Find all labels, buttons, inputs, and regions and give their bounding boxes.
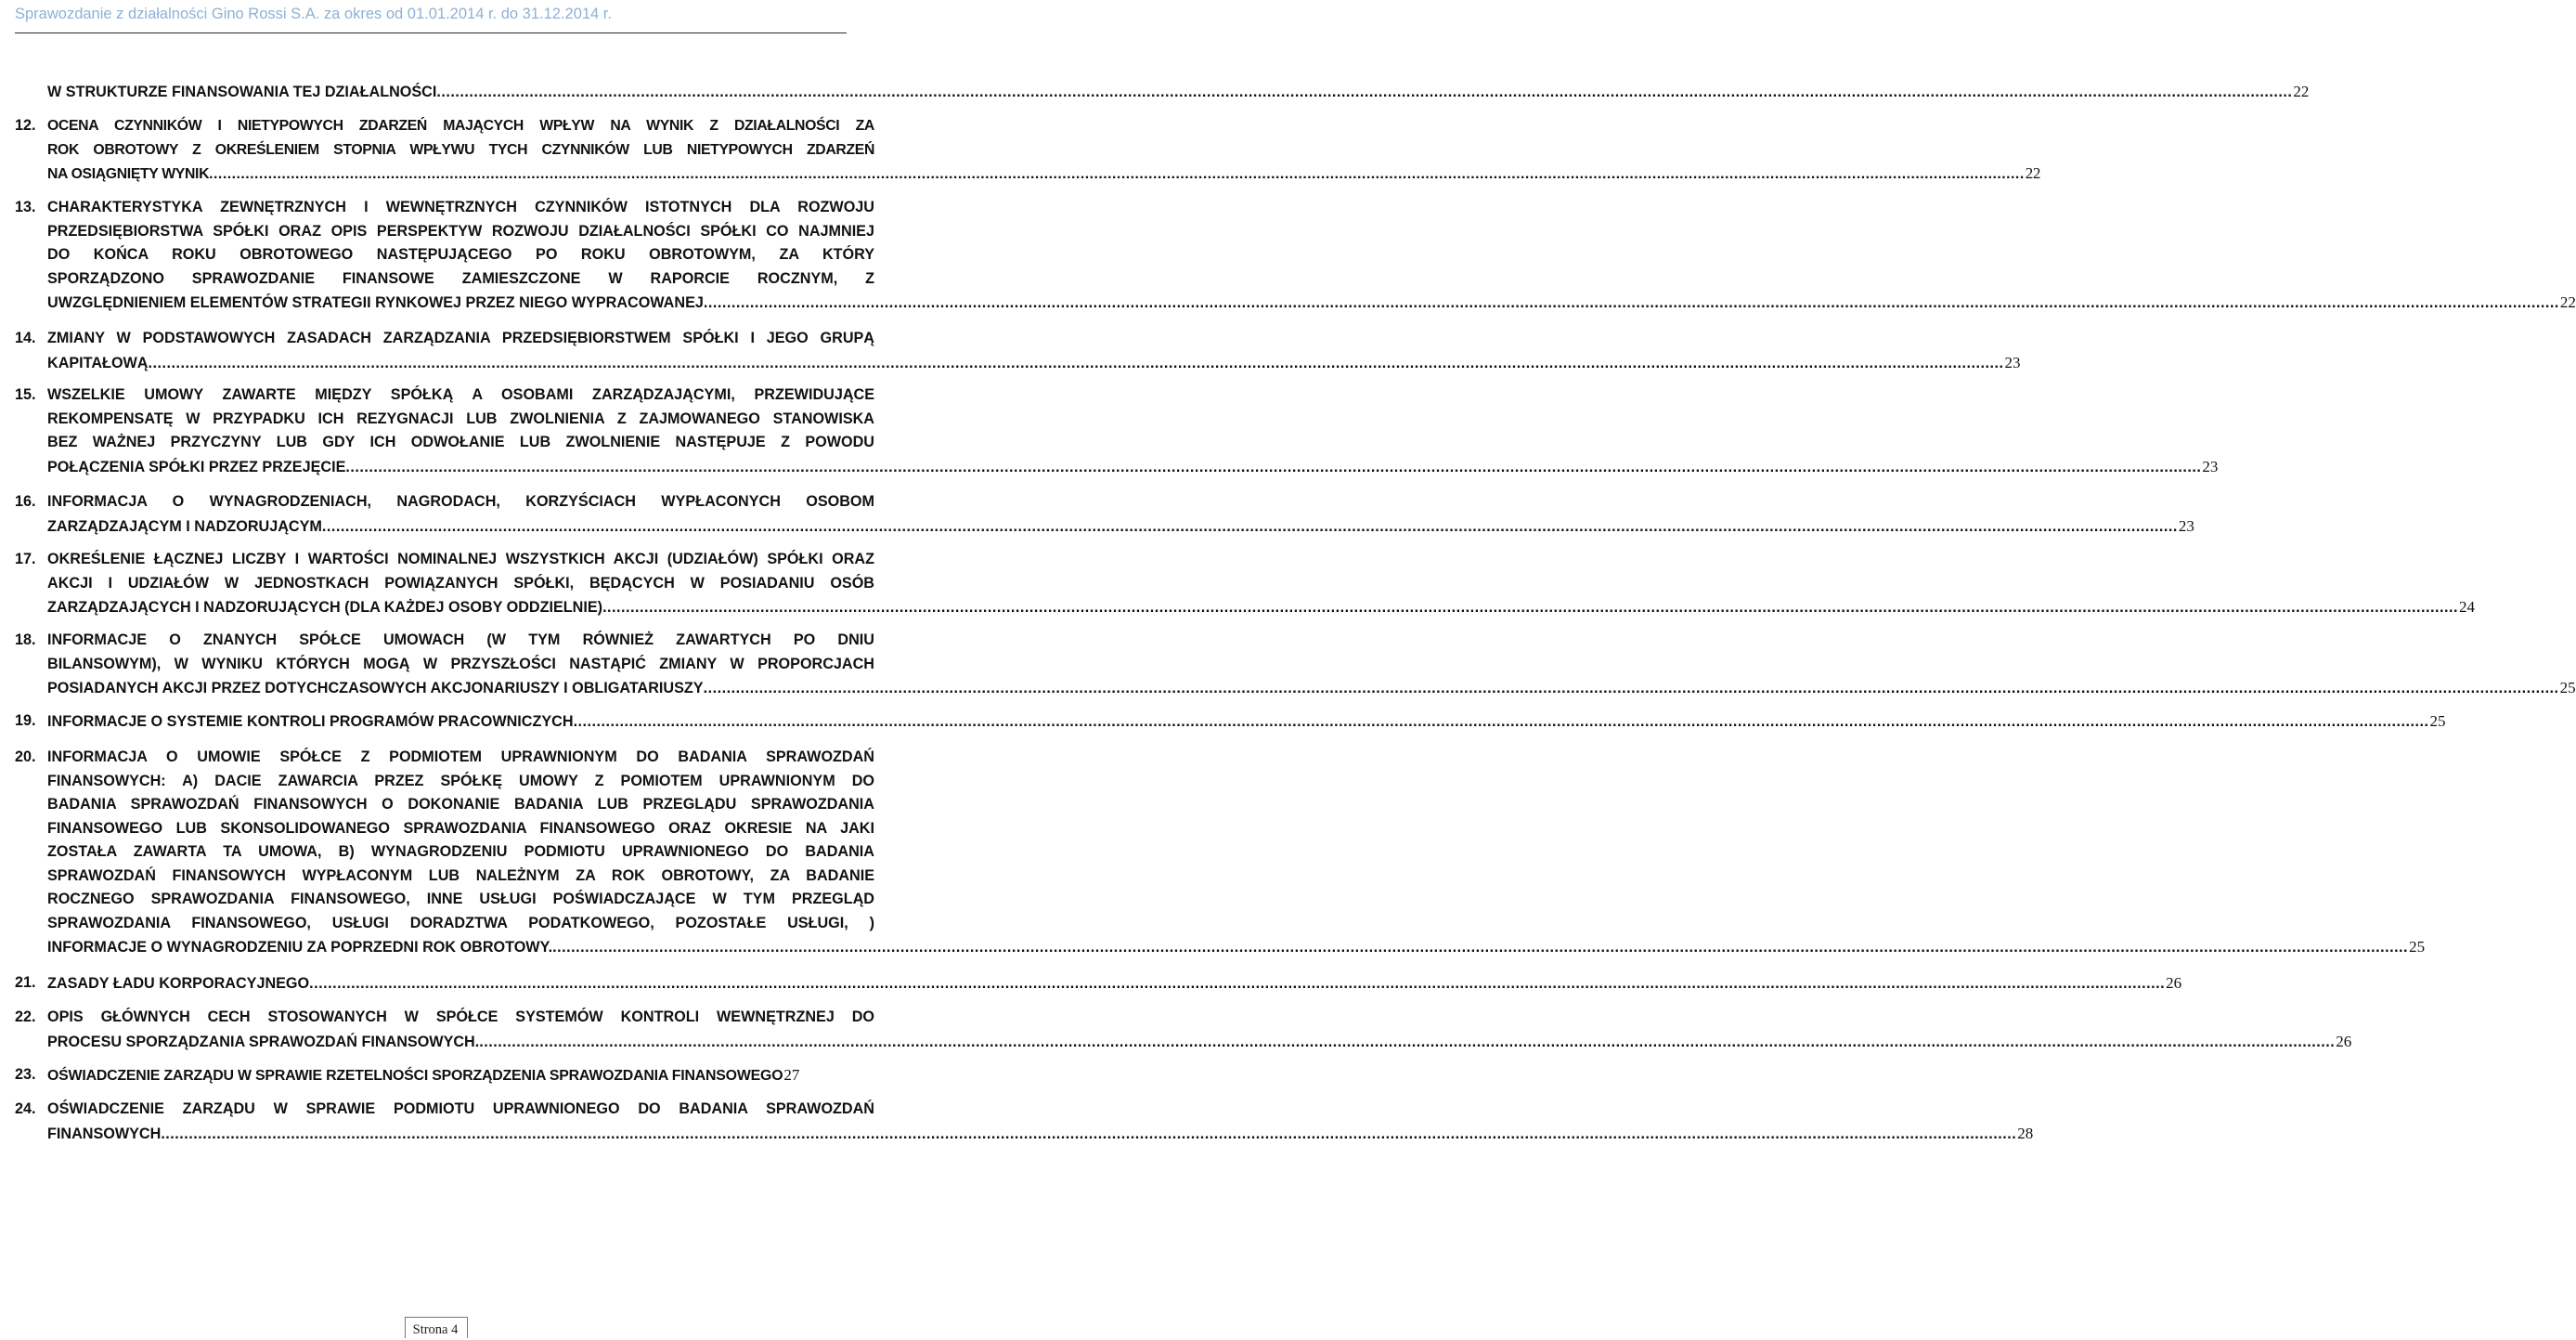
toc-page-number: 22 (2559, 293, 2576, 311)
dot-leader: ................................................................................................................................................................................................................................................................................................................................................................................................................ (479, 1033, 2336, 1050)
toc-entry-last-line (47, 514, 2194, 540)
toc-entry-line: OŚWIADCZENIE ZARZĄDU W SPRAWIE PODMIOTU UPRAWNIONEGO DO BADANIA SPRAWOZDAŃ (47, 1100, 874, 1117)
toc-entry-last-line (47, 595, 2476, 620)
toc-entry-line: INFORMACJE O ZNANYCH SPÓŁCE UMOWACH (W TYM RÓWNIEŻ ZAWARTYCH PO DNIU (47, 631, 874, 648)
toc-entry-last-line (47, 1063, 874, 1088)
toc-entry-last-line (47, 1122, 2034, 1147)
dot-leader: ................................................................................................................................................................................................................................................................................................................................................................................................................ (602, 599, 2459, 616)
toc-entry-title-end: ZARZĄDZAJĄCYM I NADZORUJĄCYM (47, 517, 322, 535)
toc-entry-title-end: ZARZĄDZAJĄCYCH I NADZORUJĄCYCH (DLA KAŻDEJ OSOBY ODDZIELNIE) (47, 599, 603, 616)
toc-entry-line: PRZEDSIĘBIORSTWA SPÓŁKI ORAZ OPIS PERSPEKTYW ROZWOJU DZIAŁALNOŚCI SPÓŁKI CO NAJMNIEJ (47, 222, 874, 240)
toc-entry-line: REKOMPENSATĘ W PRZYPADKU ICH REZYGNACJI LUB ZWOLNIENIA Z ZAJMOWANEGO STANOWISKA (47, 410, 874, 427)
dot-leader: ................................................................................................................................................................................................................................................................................................................................................................................................................ (436, 84, 2293, 100)
toc-entry-number: 18. (15, 631, 36, 648)
toc-entry-number: 21. (15, 974, 36, 991)
toc-page-number: 28 (2017, 1124, 2034, 1142)
toc-entry-line: SPRAWOZDAŃ FINANSOWYCH WYPŁACONYM LUB NALEŻNYM ZA ROK OBROTOWY, ZA BADANIE (47, 866, 874, 884)
toc-page-number: 23 (2202, 457, 2219, 475)
dot-leader: ................................................................................................................................................................................................................................................................................................................................................................................................................ (309, 975, 2166, 992)
toc-entry-line: OPIS GŁÓWNYCH CECH STOSOWANYCH W SPÓŁCE SYSTEMÓW KONTROLI WEWNĘTRZNEJ DO (47, 1008, 874, 1025)
toc-entry-number: 16. (15, 493, 36, 510)
dot-leader: ................................................................................................................................................................................................................................................................................................................................................................................................................ (321, 517, 2178, 535)
toc-entry-last-line (47, 162, 2041, 187)
toc-entry-line: ROK OBROTOWY Z OKREŚLENIEM STOPNIA WPŁYWU TYCH CZYNNIKÓW LUB NIETYPOWYCH ZDARZEŃ (47, 141, 874, 158)
toc-entry-title-end: FINANSOWYCH (47, 1125, 162, 1142)
toc-entry-last-line (47, 351, 2021, 376)
toc-entry-line: INFORMACJA O WYNAGRODZENIACH, NAGRODACH, KORZYŚCIACH WYPŁACONYCH OSOBOM (47, 493, 874, 510)
toc-page-number: 22 (2025, 164, 2041, 182)
toc-entry-title-end: NA OSIĄGNIĘTY WYNIK (47, 166, 210, 182)
toc-entry-title-end: KAPITAŁOWĄ (47, 354, 149, 371)
toc-entry-line: BADANIA SPRAWOZDAŃ FINANSOWYCH O DOKONANIE BADANIA LUB PRZEGLĄDU SPRAWOZDANIA (47, 796, 874, 813)
toc-entry-title-end: POSIADANYCH AKCJI PRZEZ DOTYCHCZASOWYCH AKCJONARIUSZY I OBLIGATARIUSZY (47, 680, 704, 696)
toc-entry-line: OKREŚLENIE ŁĄCZNEJ LICZBY I WARTOŚCI NOMINALNEJ WSZYSTKICH AKCJI (UDZIAŁÓW) SPÓŁKI ORAZ (47, 551, 874, 567)
toc-entry-line: ZOSTAŁA ZAWARTA TA UMOWA, B) WYNAGRODZENIU PODMIOTU UPRAWNIONEGO DO BADANIA (47, 843, 874, 860)
toc-entry-title-end: UWZGLĘDNIENIEM ELEMENTÓW STRATEGII RYNKOWEJ PRZEZ NIEGO WYPRACOWANEJ (47, 294, 704, 311)
toc-page-number: 24 (2459, 598, 2476, 616)
toc-entry-last-line (47, 935, 2426, 960)
toc-entry-line: CHARAKTERYSTYKA ZEWNĘTRZNYCH I WEWNĘTRZNYCH CZYNNIKÓW ISTOTNYCH DLA ROZWOJU (47, 199, 874, 215)
dot-leader: ................................................................................................................................................................................................................................................................................................................................................................................................................ (161, 1125, 2017, 1142)
toc-entry-line: SPORZĄDZONO SPRAWOZDANIE FINANSOWE ZAMIESZCZONE W RAPORCIE ROCZNYM, Z (47, 269, 874, 287)
toc-entry-line: OCENA CZYNNIKÓW I NIETYPOWYCH ZDARZEŃ MAJĄCYCH WPŁYW NA WYNIK Z DZIAŁALNOŚCI ZA (47, 118, 874, 134)
toc-page-number: 25 (2429, 712, 2446, 730)
toc-entry-last-line (47, 709, 2446, 735)
toc-entry-title-end: ZASADY ŁADU KORPORACYJNEGO (47, 975, 310, 992)
toc-entry-number: 17. (15, 551, 36, 567)
toc-page-number: 23 (2004, 353, 2021, 371)
toc-entry-number: 22. (15, 1008, 36, 1025)
toc-page-number: 23 (2178, 516, 2194, 535)
toc-entry-line: DO KOŃCA ROKU OBROTOWEGO NASTĘPUJĄCEGO PO ROKU OBROTOWYM, ZA KTÓRY (47, 246, 874, 263)
page-number-footer: Strona 4 (412, 1322, 459, 1337)
toc-entry-last-line (47, 291, 2576, 316)
toc-entry-line: FINANSOWYCH: A) DACIE ZAWARCIA PRZEZ SPÓŁKĘ UMOWY Z POMIOTEM UPRAWNIONYM DO (47, 772, 874, 789)
dot-leader: ................................................................................................................................................................................................................................................................................................................................................................................................................ (209, 166, 2025, 182)
toc-entry-title-end: W STRUKTURZE FINANSOWANIA TEJ DZIAŁALNOŚCI (47, 84, 437, 100)
dot-leader: ................................................................................................................................................................................................................................................................................................................................................................................................................ (703, 680, 2559, 696)
dot-leader: ................................................................................................................................................................................................................................................................................................................................................................................................................ (345, 458, 2202, 475)
toc-entry-number: 20. (15, 748, 36, 765)
toc-entry-number: 23. (15, 1066, 36, 1083)
toc-entry-title-end: PROCESU SPORZĄDZANIA SPRAWOZDAŃ FINANSOWYCH. (47, 1033, 480, 1050)
toc-entry-line: AKCJI I UDZIAŁÓW W JEDNOSTKACH POWIĄZANYCH SPÓŁKI, BĘDĄCYCH W POSIADANIU OSÓB (47, 574, 874, 592)
toc-entry-line: WSZELKIE UMOWY ZAWARTE MIĘDZY SPÓŁKĄ A OSOBAMI ZARZĄDZAJĄCYMI, PRZEWIDUJĄCE (47, 386, 874, 403)
document-header: Sprawozdanie z działalności Gino Rossi S.A. za okres od 01.01.2014 r. do 31.12.2014 r. (15, 6, 612, 22)
toc-page-number: 26 (2166, 974, 2182, 992)
toc-page-number: 22 (2293, 83, 2310, 100)
toc-page-number: 25 (2559, 679, 2576, 696)
toc-entry-title-end: INFORMACJE O SYSTEMIE KONTROLI PROGRAMÓW PRACOWNICZYCH (47, 713, 574, 730)
toc-entry-title-end: INFORMACJE O WYNAGRODZENIU ZA POPRZEDNI ROK OBROTOWY. (47, 939, 553, 956)
toc-entry-number: 24. (15, 1100, 36, 1117)
toc-entry-title-end: OŚWIADCZENIE ZARZĄDU W SPRAWIE RZETELNOŚCI SPORZĄDZENIA SPRAWOZDANIA FINANSOWEGO (47, 1068, 783, 1084)
toc-entry-number: 19. (15, 712, 36, 729)
toc-entry-number: 12. (15, 117, 36, 134)
toc-entry-last-line (47, 971, 2182, 996)
dot-leader: ................................................................................................................................................................................................................................................................................................................................................................................................................ (552, 939, 2409, 956)
toc-entry-line: ZMIANY W PODSTAWOWYCH ZASADACH ZARZĄDZANIA PRZEDSIĘBIORSTWEM SPÓŁKI I JEGO GRUPĄ (47, 330, 874, 346)
toc-entry-number: 14. (15, 330, 36, 346)
dot-leader: ................................................................................................................................................................................................................................................................................................................................................................................................................ (573, 713, 2429, 730)
dot-leader: ................................................................................................................................................................................................................................................................................................................................................................................................................ (703, 294, 2559, 311)
toc-entry-last-line (47, 1030, 2352, 1055)
toc-entry-line: FINANSOWEGO LUB SKONSOLIDOWANEGO SPRAWOZDANIA FINANSOWEGO ORAZ OKRESIE NA JAKI (47, 819, 874, 837)
toc-entry-title-end: POŁĄCZENIA SPÓŁKI PRZEZ PRZEJĘCIE (47, 458, 346, 475)
toc-entry-line: BEZ WAŻNEJ PRZYCZYNY LUB GDY ICH ODWOŁANIE LUB ZWOLNIENIE NASTĘPUJE Z POWODU (47, 434, 874, 450)
toc-entry-line: SPRAWOZDANIA FINANSOWEGO, USŁUGI DORADZTWA PODATKOWEGO, POZOSTAŁE USŁUGI, ) (47, 914, 874, 931)
toc-page-number: 25 (2409, 938, 2426, 956)
toc-entry-number: 15. (15, 386, 36, 403)
toc-entry-last-line (47, 676, 2576, 701)
dot-leader: ................................................................................................................................................................................................................................................................................................................................................................................................................ (148, 354, 2004, 371)
toc-entry-last-line (47, 80, 2310, 105)
toc-entry-line: INFORMACJA O UMOWIE SPÓŁCE Z PODMIOTEM UPRAWNIONYM DO BADANIA SPRAWOZDAŃ (47, 748, 874, 765)
toc-entry-number: 13. (15, 199, 36, 215)
toc-entry-line: ROCZNEGO SPRAWOZDANIA FINANSOWEGO, INNE USŁUGI POŚWIADCZAJĄCE W TYM PRZEGLĄD (47, 891, 874, 907)
toc-entry-line: BILANSOWYM), W WYNIKU KTÓRYCH MOGĄ W PRZYSZŁOŚCI NASTĄPIĆ ZMIANY W PROPORCJACH (47, 655, 874, 672)
toc-entry-last-line (47, 455, 2219, 480)
toc-page-number: 27 (783, 1066, 800, 1084)
toc-page-number: 26 (2336, 1032, 2352, 1050)
